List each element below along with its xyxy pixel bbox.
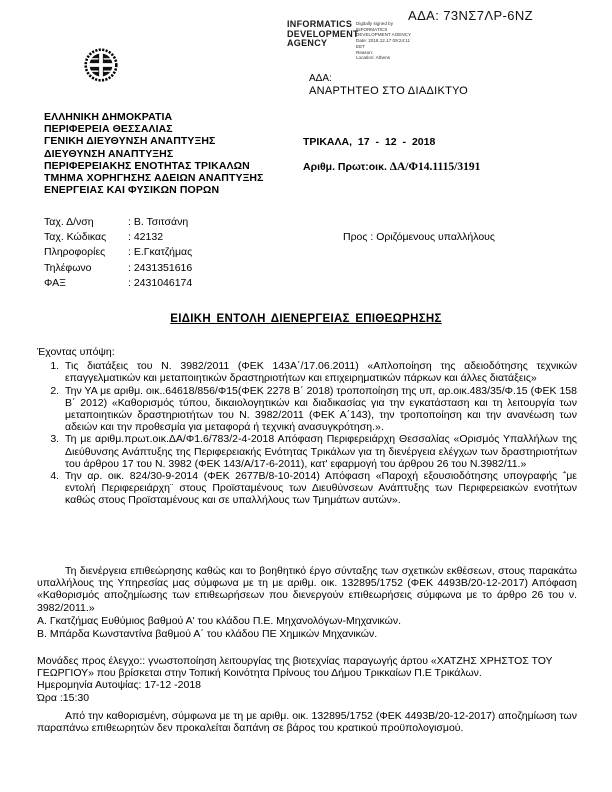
protocol-line <box>303 161 480 173</box>
signature-detail-line: Digitally signed by <box>356 21 394 26</box>
inspection-time-line: Ώρα :15:30 <box>37 691 90 704</box>
agency-header <box>44 111 264 196</box>
contact-value: : 42132 <box>128 231 164 244</box>
closing-section <box>37 710 577 734</box>
contact-row <box>44 230 192 245</box>
agency-header-line: ΔΙΕΥΘΥΝΣΗ ΑΝΑΠΤΥΞΗΣ <box>44 147 174 160</box>
legal-basis-list <box>37 360 577 506</box>
inspection-details-section <box>37 655 577 704</box>
contact-row <box>44 215 192 230</box>
contact-label: Τηλέφωνο <box>44 261 92 274</box>
stamp-signature-details <box>356 20 411 61</box>
having-regard: Έχοντας υπόψη: <box>37 346 115 358</box>
contact-row <box>44 245 192 260</box>
units-line: Μονάδες προς έλεγχο:: γνωστοποίηση λειτουργίας της βιοτεχνίας παραγωγής άρτου «ΧΑΤΖΗΣ ΧΡΗΣΤΟΣ ΤΟΥ ΓΕΩΡΓΙΟΥ» που βρίσκεται στην Τοπική Κοινότητα Πρίνους του Δήμου Τρικκαίων Π.Ε Τρικάλων. <box>37 655 553 680</box>
inspector-line: Β. Μπάρδα Κωνσταντίνα βαθμού Α΄ του κλάδου ΠΕ Χημικών Μηχανικών. <box>37 628 378 641</box>
contact-label: Πληροφορίες <box>44 246 106 259</box>
digital-signature-stamp <box>287 20 452 61</box>
signature-detail-line: Date: 2018.12.17 09:24:11 <box>356 38 411 44</box>
protocol-number: ΔΑ/Φ14.1115/3191 <box>389 161 481 173</box>
protocol-label: Αριθμ. Πρωτ:οικ. <box>303 161 387 173</box>
contact-value: : 2431046174 <box>128 276 193 289</box>
contact-label: ΦΑΞ <box>44 276 66 289</box>
legal-basis-item: 3. Τη με αριθμ.πρωτ.οικ.ΔΑ/Φ1.6/783/2-4-2018 Απόφαση Περιφερειάρχη Θεσσαλίας «Ορισμός Υπαλλήλων της Διεύθυνσης Ανάπτυξης της Περιφερειακής Ενότητας Τρικάλων για τη διενέργεια ελέγχων των δραστηριοτήτων του άρθρου 17 του Ν. 3982 (ΦΕΚ 143/Α/17-6-2011), κατ' εφαρμογή του άρθρου 26 του Ν.3982/11.» <box>62 433 577 470</box>
contact-value: : Β. Τσιτσάνη <box>128 216 189 228</box>
contact-label: Ταχ. Κώδικας <box>44 231 107 244</box>
legal-basis-item: 2. Την ΥΑ με αριθμ. οικ..64618/856/Φ15(ΦΕΚ 2278 Β΄ 2018) τροποποίηση της υπ, αρ.οικ.483/35/Φ.15 (ΦΕΚ 158 Β΄ 2012) «Καθορισμός τύπου, δικαιολογητικών και διαδικασίας για την εγκατάσταση και τη λειτουργία των μεταποιητικών δραστηριοτήτων του Ν. 3982/2011 (ΦΕΚ Α΄143), την τροποποίηση και την ανανέωση των αδειών και την προθεσμία για μεταφορά ή τεχνική ανασυγκρότηση.». <box>62 385 577 434</box>
signature-detail-line: INFORMATICS <box>356 26 388 32</box>
document-title-text: ΕΙΔΙΚΗ ΕΝΤΟΛΗ ΔΙΕΝΕΡΓΕΙΑΣ ΕΠΙΘΕΩΡΗΣΗΣ <box>170 313 442 325</box>
signature-detail-line: Reason: <box>356 49 374 55</box>
inspector-line: Α. Γκατζήμας Ευθύμιος βαθμού Α' του κλάδου Π.Ε. Μηχανολόγων-Μηχανικών. <box>37 614 402 627</box>
inspection-date-line: Ημερομηνία Αυτοψίας: 17-12 -2018 <box>37 679 202 692</box>
contact-row <box>44 276 192 291</box>
assignment-paragraph: Τη διενέργεια επιθεώρησης καθώς και το βοηθητικό έργο σύνταξης των σχετικών εκθέσεων, στους παρακάτω υπαλλήλους της Υπηρεσίας μας σύμφωνα με τη με αριθμ. οικ. 132895/1752 (ΦΕΚ 4493Β/20-12-2017) Απόφαση «Καθορισμός αποζημίωσης των επιθεωρήσεων που διενεργούν επιθεωρήσεις σύμφωνα με το άρθρο 26 του ν. 3982/2011.» <box>37 565 577 614</box>
agency-header-line: ΕΝΕΡΓΕΙΑΣ ΚΑΙ ΦΥΣΙΚΩΝ ΠΟΡΩΝ <box>44 184 220 197</box>
recipient-line: Προς : Οριζόμενους υπαλλήλους <box>343 231 495 243</box>
hellenic-republic-emblem-icon <box>84 47 118 88</box>
contact-block <box>44 215 192 291</box>
agency-header-line: ΤΜΗΜΑ ΧΟΡΗΓΗΣΗΣ ΑΔΕΙΩΝ ΑΝΑΠΤΥΞΗΣ <box>44 172 264 185</box>
contact-row <box>44 261 192 276</box>
ada-label: ΑΔΑ: <box>309 73 332 84</box>
agency-header-line: ΠΕΡΙΦΕΡΕΙΑΚΗΣ ΕΝΟΤΗΤΑΣ ΤΡΙΚΑΛΩΝ <box>44 159 250 172</box>
document-title <box>0 313 612 325</box>
agency-header-line: ΓΕΝΙΚΗ ΔΙΕΥΘΥΝΣΗ ΑΝΑΠΤΥΞΗΣ <box>44 135 216 148</box>
contact-value: : 2431351616 <box>128 261 193 274</box>
legal-basis-item: 4. Την αρ. οικ. 824/30-9-2014 (ΦΕΚ 2677Β/8-10-2014) Απόφαση «Παροχή εξουσιοδότησης υπογραφής ΅με εντολή Περιφερειάρχη¨ στους Προϊσταμένους των Διευθύνσεων Ανάπτυξης των Περιφερειακών ενοτήτων καθώς στους Προϊσταμένους και σε υπαλλήλους των Τμημάτων αυτών». <box>62 470 577 507</box>
stamp-agency-name: INFORMATICS DEVELOPMENT AGENCY <box>287 19 359 49</box>
posting-note: ΑΝΑΡΤΗΤΕΟ ΣΤΟ ΔΙΑΔΙΚΤΥΟ <box>309 85 468 97</box>
legal-basis-item: 1. Τις διατάξεις του Ν. 3982/2011 (ΦΕΚ 143Α΄/17.06.2011) «Απλοποίηση της αδειοδότησης τεχνικών επαγγελματικών και μεταποιητικών δραστηριοτήτων και επιχειρηματικών πάρκων και άλλες διατάξεις» <box>62 360 577 384</box>
signature-detail-line: EET <box>356 43 365 49</box>
ada-code: ΑΔΑ: 73ΝΣ7ΛΡ-6ΝΖ <box>408 8 534 23</box>
signature-detail-line: Location: Athens <box>356 55 390 61</box>
legal-basis-section <box>37 346 577 507</box>
agency-header-line: ΕΛΛΗΝΙΚΗ ΔΗΜΟΚΡΑΤΙΑ <box>44 111 173 123</box>
signature-detail-line: DEVELOPMENT AGENCY <box>356 32 412 38</box>
agency-header-line: ΠΕΡΙΦΕΡΕΙΑ ΘΕΣΣΑΛΙΑΣ <box>44 123 173 136</box>
contact-value: : Ε.Γκατζήμας <box>128 246 193 259</box>
contact-label: Ταχ. Δ/νση <box>44 216 94 228</box>
closing-paragraph: Από την καθορισμένη, σύμφωνα με τη με αριθμ. οικ. 132895/1752 (ΦΕΚ 4493Β/20-12-2017) αποζημίωση των παραπάνω επιθεωρητών δεν προκαλείται δαπάνη σε βάρος του κρατικού προϋπολογισμού. <box>37 710 577 735</box>
city-date: ΤΡΙΚΑΛΑ, 17 - 12 - 2018 <box>303 136 436 148</box>
assignment-section <box>37 565 577 640</box>
